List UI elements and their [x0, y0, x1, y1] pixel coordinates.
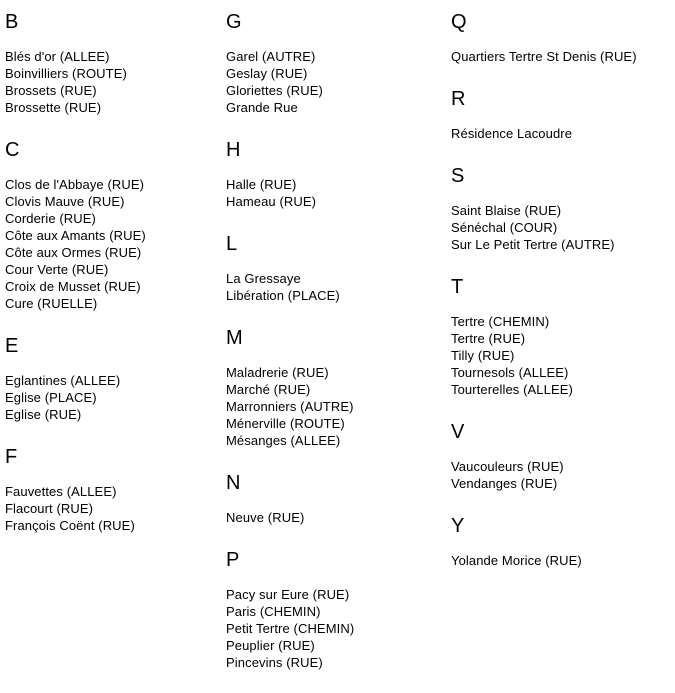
street-entry: Mésanges (ALLEE) — [226, 433, 341, 448]
street-entry: Sénéchal (COUR) — [451, 220, 558, 235]
street-list-Q — [451, 48, 671, 65]
street-entry: Tourterelles (ALLEE) — [451, 382, 573, 397]
street-list-P — [226, 586, 451, 671]
street-entry: Clos de l'Abbaye (RUE) — [5, 177, 145, 192]
street-entry: Marronniers (AUTRE) — [226, 399, 354, 414]
street-entry: Quartiers Tertre St Denis (RUE) — [451, 49, 637, 64]
street-entry: Brossets (RUE) — [5, 83, 97, 98]
street-list-C — [5, 176, 226, 312]
street-entry: Geslay (RUE) — [226, 66, 308, 81]
letter-heading-G: G — [226, 11, 243, 33]
letter-section-P — [226, 548, 451, 671]
letter-section-T — [451, 275, 671, 398]
street-entry: Corderie (RUE) — [5, 211, 96, 226]
letter-section-E — [5, 334, 226, 423]
street-entry: Garel (AUTRE) — [226, 49, 316, 64]
street-entry: Peuplier (RUE) — [226, 638, 315, 653]
street-entry: Gloriettes (RUE) — [226, 83, 323, 98]
street-entry: Pincevins (RUE) — [226, 655, 323, 670]
street-list-L — [226, 270, 451, 304]
street-entry: Cure (RUELLE) — [5, 296, 98, 311]
street-entry: Halle (RUE) — [226, 177, 297, 192]
street-entry: François Coënt (RUE) — [5, 518, 135, 533]
street-entry: Ménerville (ROUTE) — [226, 416, 345, 431]
letter-section-M — [226, 326, 451, 449]
street-entry: Tertre (RUE) — [451, 331, 526, 346]
street-entry: Clovis Mauve (RUE) — [5, 194, 125, 209]
letter-heading-S: S — [451, 165, 465, 187]
letter-heading-C: C — [5, 139, 20, 161]
letter-heading-Y: Y — [451, 515, 465, 537]
street-entry: Petit Tertre (CHEMIN) — [226, 621, 355, 636]
letter-section-S — [451, 164, 671, 253]
letter-section-Q — [451, 10, 671, 65]
letter-heading-Q: Q — [451, 11, 468, 33]
street-entry: Tournesols (ALLEE) — [451, 365, 569, 380]
street-entry: Vendanges (RUE) — [451, 476, 558, 491]
letter-heading-V: V — [451, 421, 465, 443]
street-entry: Croix de Musset (RUE) — [5, 279, 141, 294]
street-entry: Tertre (CHEMIN) — [451, 314, 550, 329]
letter-heading-E: E — [5, 335, 19, 357]
street-entry: Paris (CHEMIN) — [226, 604, 321, 619]
street-list-B — [5, 48, 226, 116]
street-list-E — [5, 372, 226, 423]
street-entry: Sur Le Petit Tertre (AUTRE) — [451, 237, 615, 252]
street-list-M — [226, 364, 451, 449]
letter-section-R — [451, 87, 671, 142]
letter-section-B — [5, 10, 226, 116]
street-entry: Hameau (RUE) — [226, 194, 317, 209]
directory-column-3 — [451, 10, 671, 591]
letter-heading-N: N — [226, 472, 241, 494]
street-entry: La Gressaye — [226, 271, 301, 286]
letter-heading-H: H — [226, 139, 241, 161]
directory-column-1 — [5, 10, 226, 556]
letter-heading-T: T — [451, 276, 464, 298]
street-entry: Fauvettes (ALLEE) — [5, 484, 117, 499]
letter-heading-L: L — [226, 233, 238, 255]
street-entry: Marché (RUE) — [226, 382, 311, 397]
street-entry: Eglantines (ALLEE) — [5, 373, 121, 388]
street-entry: Boinvilliers (ROUTE) — [5, 66, 127, 81]
letter-section-C — [5, 138, 226, 312]
street-list-F — [5, 483, 226, 534]
street-list-V — [451, 458, 671, 492]
street-entry: Résidence Lacoudre — [451, 126, 573, 141]
letter-heading-P: P — [226, 549, 240, 571]
street-entry: Flacourt (RUE) — [5, 501, 94, 516]
street-entry: Maladrerie (RUE) — [226, 365, 329, 380]
street-list-R — [451, 125, 671, 142]
letter-heading-B: B — [5, 11, 19, 33]
street-list-T — [451, 313, 671, 398]
letter-section-L — [226, 232, 451, 304]
letter-heading-F: F — [5, 446, 18, 468]
street-entry: Eglise (PLACE) — [5, 390, 97, 405]
street-entry: Brossette (RUE) — [5, 100, 102, 115]
street-list-H — [226, 176, 451, 210]
street-list-G — [226, 48, 451, 116]
street-entry: Neuve (RUE) — [226, 510, 305, 525]
letter-section-F — [5, 445, 226, 534]
street-list-Y — [451, 552, 671, 569]
street-entry: Côte aux Ormes (RUE) — [5, 245, 142, 260]
street-list-S — [451, 202, 671, 253]
letter-section-G — [226, 10, 451, 116]
street-entry: Eglise (RUE) — [5, 407, 82, 422]
street-entry: Blés d'or (ALLEE) — [5, 49, 110, 64]
street-entry: Saint Blaise (RUE) — [451, 203, 562, 218]
street-entry: Côte aux Amants (RUE) — [5, 228, 146, 243]
directory-column-2 — [226, 10, 451, 693]
street-entry: Yolande Morice (RUE) — [451, 553, 582, 568]
street-entry: Vaucouleurs (RUE) — [451, 459, 564, 474]
street-entry: Cour Verte (RUE) — [5, 262, 109, 277]
street-entry: Tilly (RUE) — [451, 348, 515, 363]
letter-heading-R: R — [451, 88, 466, 110]
street-list-N — [226, 509, 451, 526]
letter-heading-M: M — [226, 327, 244, 349]
letter-section-V — [451, 420, 671, 492]
street-entry: Pacy sur Eure (RUE) — [226, 587, 350, 602]
street-entry: Grande Rue — [226, 100, 298, 115]
letter-section-H — [226, 138, 451, 210]
street-entry: Libération (PLACE) — [226, 288, 340, 303]
letter-section-Y — [451, 514, 671, 569]
letter-section-N — [226, 471, 451, 526]
